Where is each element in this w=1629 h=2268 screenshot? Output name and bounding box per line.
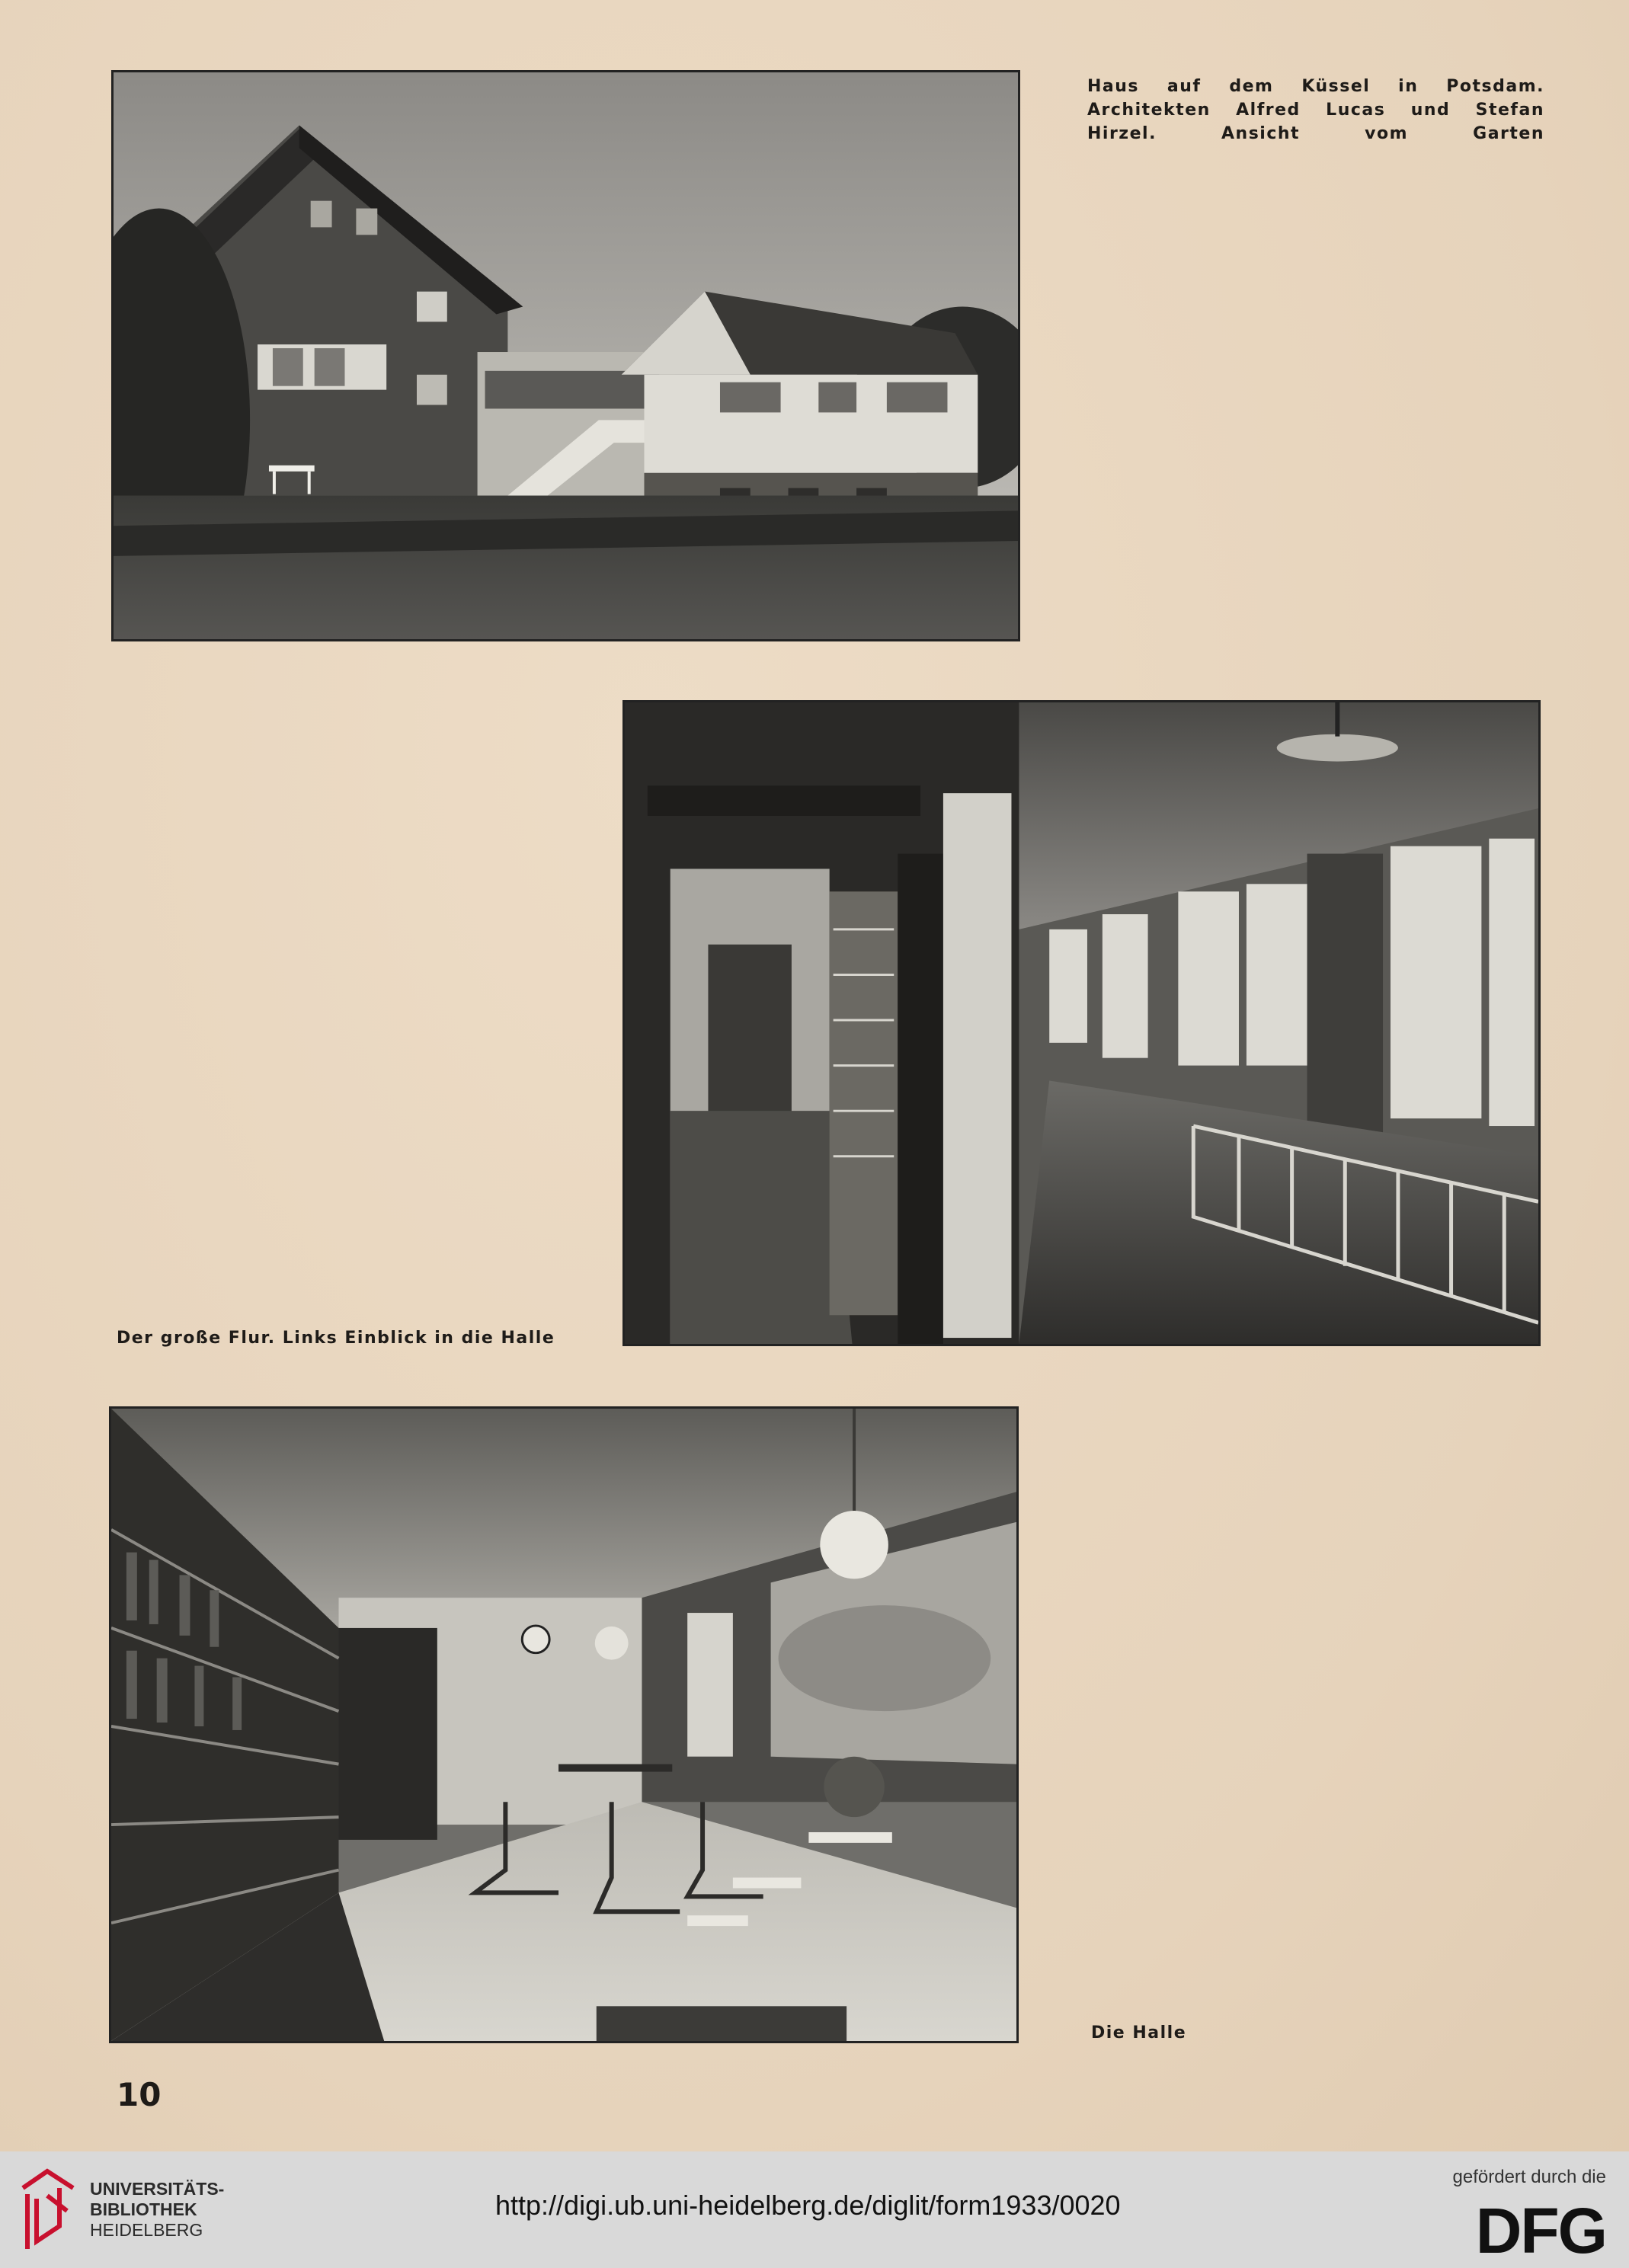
photo-house-exterior — [111, 70, 1020, 641]
caption-hall: Die Halle — [1091, 2023, 1187, 2042]
caption-corridor: Der große Flur. Links Einblick in die Halle — [117, 1329, 555, 1348]
digitization-footer — [0, 2151, 1629, 2268]
library-name-line1: UNIVERSITÄTS- — [90, 2179, 225, 2199]
dfg-logo[interactable]: DFG — [1475, 2195, 1606, 2266]
funding-note: gefördert durch die — [1452, 2167, 1606, 2187]
document-url-link[interactable]: http://digi.ub.uni-heidelberg.de/diglit/form1933/0020 — [495, 2190, 1121, 2221]
photo-hall — [109, 1406, 1019, 2043]
caption-exterior: Haus auf dem Küssel in Potsdam. Architekten Alfred Lucas und Stefan Hirzel. Ansicht vom Garten — [1087, 77, 1544, 143]
corridor-illustration — [625, 702, 1538, 1344]
library-name-line2: BIBLIOTHEK — [90, 2199, 197, 2219]
house-exterior-illustration — [114, 72, 1018, 639]
university-library-logo-icon[interactable] — [17, 2165, 79, 2255]
page-number: 10 — [117, 2076, 162, 2113]
library-name[interactable] — [90, 2179, 224, 2241]
photo-corridor — [622, 700, 1541, 1346]
library-name-line3: HEIDELBERG — [90, 2220, 203, 2240]
hall-illustration — [111, 1409, 1016, 2041]
